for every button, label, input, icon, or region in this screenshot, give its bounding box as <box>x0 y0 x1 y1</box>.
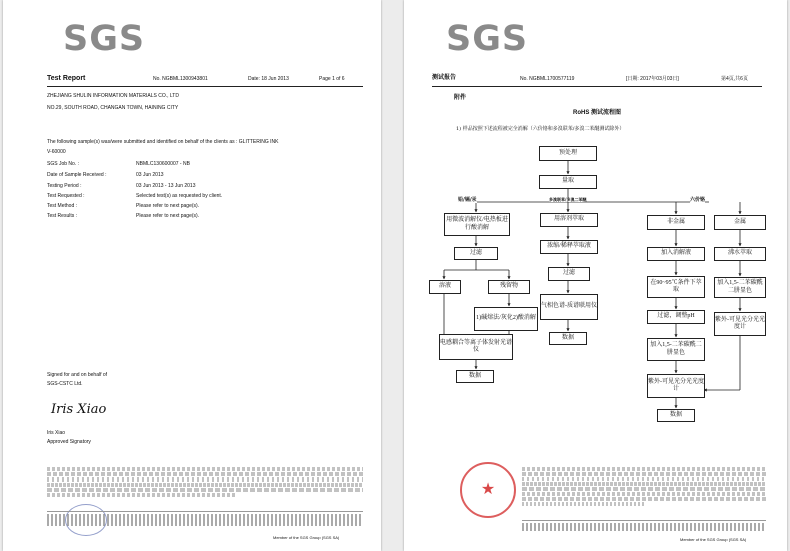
stamp-star-icon: ★ <box>480 481 496 498</box>
field-value: Please refer to next page(s). <box>136 213 200 219</box>
branch-label-lead: 铅/镉/汞 <box>458 197 477 203</box>
field-label: Test Requested : <box>47 193 85 199</box>
field-label: Test Results : <box>47 213 78 219</box>
sgs-logo: SGS <box>446 19 529 59</box>
branch-label-pbb: 多溴联苯/多溴二苯醚 <box>549 197 587 202</box>
signature-image <box>51 403 106 416</box>
report-page-chinese <box>404 0 787 551</box>
company-name: ZHEJIANG SHULIN INFORMATION MATERIALS CO., LTD <box>47 93 179 99</box>
footer-rule <box>47 511 363 512</box>
flow-box-uv-vis: 紫外-可见光分光光度计 <box>647 374 705 398</box>
report-page-english <box>3 0 381 551</box>
flow-box-filter: 过滤 <box>454 247 498 260</box>
flow-box-data: 数据 <box>549 332 587 345</box>
flow-box-data: 数据 <box>657 409 695 422</box>
report-date: Date: 18 Jun 2013 <box>248 76 289 82</box>
report-title: 测试报告 <box>432 75 457 81</box>
flow-box-acid-digestion: 用微波消解仪/电热板进行酸消解 <box>444 213 510 236</box>
field-label: Testing Period : <box>47 183 82 189</box>
field-label: SGS Job No. : <box>47 161 79 167</box>
footer-member: Member of the SGS Group (SGS SA) <box>680 537 747 542</box>
sgs-stamp <box>460 462 516 518</box>
fine-print <box>47 466 363 500</box>
signed-company: SGS-CSTC Ltd. <box>47 381 83 387</box>
flow-box-concentrate: 浓缩/稀释萃取液 <box>540 240 598 254</box>
flow-box-adjust-ph: 过滤，调整pH <box>647 310 705 324</box>
flow-box-add-reagent: 加入1,5-二苯碳酰二肼显色 <box>647 338 705 361</box>
flow-note: 1) 样品按照下述流程被完全消解（六价铬和多溴联苯/多溴二苯醚测试除外） <box>456 126 625 132</box>
flow-box-solvent-extract: 用溶剂萃取 <box>540 213 598 227</box>
header-rule <box>47 86 363 87</box>
report-title: Test Report <box>47 75 86 82</box>
report-number: No. NGBML1700577119 <box>520 76 575 82</box>
field-value: NBMLC130600007 - NB <box>136 161 190 167</box>
field-label: Date of Sample Received : <box>47 172 107 178</box>
flow-box-uv-vis: 紫外-可见光分光光度计 <box>714 312 766 336</box>
flow-box-gcms: 气相色谱-质谱联用仪 <box>540 294 598 320</box>
intro-text: The following sample(s) was/were submitted and identified on behalf of the clients as : GLITTERING INK <box>47 139 279 145</box>
sgs-logo: SGS <box>63 19 146 59</box>
flow-box-pretreat: 预处理 <box>539 146 597 161</box>
signatory-title: Approved Signatory <box>47 439 91 445</box>
footer-address <box>522 523 766 531</box>
flow-box-solution: 溶液 <box>429 280 461 294</box>
flow-box-residue: 残留物 <box>488 280 530 294</box>
company-address: NO.29, SOUTH ROAD, CHANGAN TOWN, HAINING CITY <box>47 105 179 111</box>
report-date: [日期: 2017年03月03日] <box>626 76 679 82</box>
flow-box-icp: 电感耦合等离子体发射光谱仪 <box>439 334 513 360</box>
flow-box-weigh: 量取 <box>539 175 597 189</box>
signatory-name: Iris Xiao <box>47 430 66 436</box>
field-value: 03 Jun 2013 - 13 Jun 2013 <box>136 183 196 189</box>
report-number: No. NGBML1300943801 <box>153 76 208 82</box>
flow-box-data: 数据 <box>456 370 494 383</box>
appendix-label: 附件 <box>454 95 467 101</box>
flow-box-add-digest: 加入消解液 <box>647 247 705 261</box>
flow-title: RoHS 测试流程图 <box>573 110 622 116</box>
branch-label-chromium: 六价铬 <box>690 197 706 203</box>
flow-box-add-reagent: 加入1,5-二苯碳酰二肼显色 <box>714 277 766 298</box>
footer-rule <box>522 520 766 521</box>
sample-name: V-60000 <box>47 149 66 155</box>
footer-member: Member of the SGS Group (SGS SA) <box>273 535 340 540</box>
flow-box-extract-temp: 在90~95℃条件下萃取 <box>647 276 705 298</box>
flow-box-boil-extract: 沸水萃取 <box>714 247 766 261</box>
flow-box-alkali-fusion: 1)碱熔法/灰化2)酸消解 <box>474 307 538 331</box>
page-number: 第4页,共6页 <box>721 76 748 82</box>
footer-address <box>47 514 363 526</box>
field-value: Selected test(s) as requested by client. <box>136 193 223 199</box>
signature-text: Iris Xiao <box>51 402 107 417</box>
flow-box-filter: 过滤 <box>548 267 590 281</box>
page-number: Page 1 of 6 <box>319 76 345 82</box>
flow-box-metal: 金属 <box>714 215 766 230</box>
field-value: Please refer to next page(s). <box>136 203 200 209</box>
signed-line: Signed for and on behalf of <box>47 372 108 378</box>
flow-box-nonmetal: 非金属 <box>647 215 705 230</box>
fine-print <box>522 466 766 518</box>
field-value: 03 Jun 2013 <box>136 172 164 178</box>
field-label: Test Method : <box>47 203 78 209</box>
